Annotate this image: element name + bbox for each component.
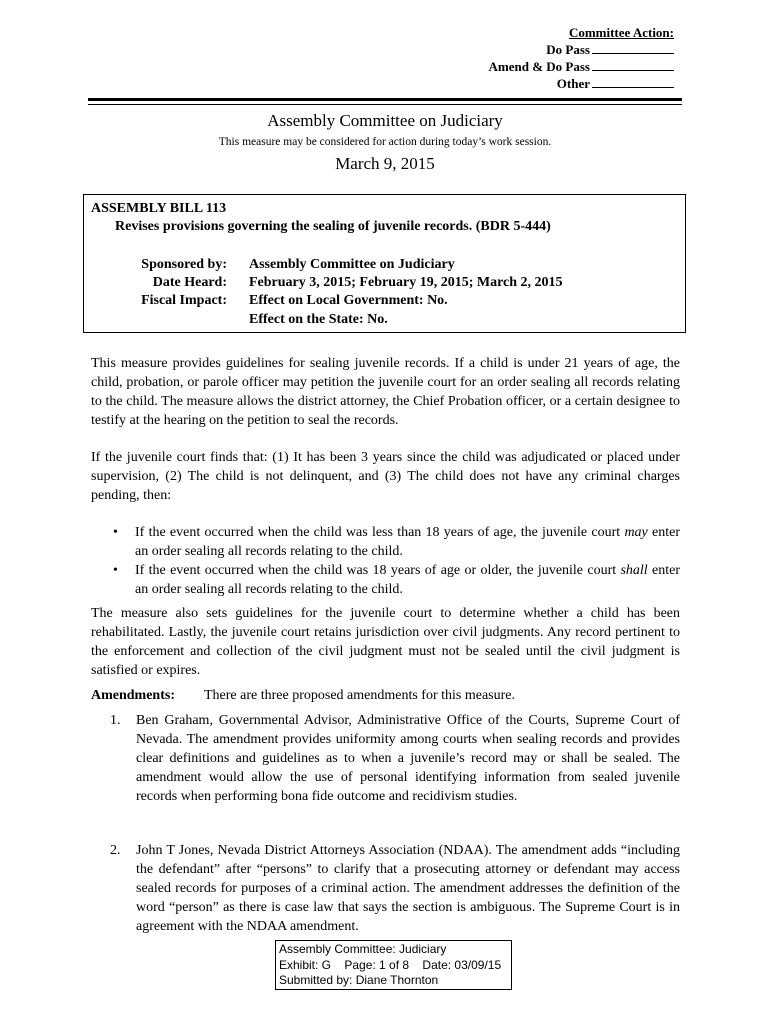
fiscal-label: Fiscal Impact: bbox=[141, 293, 227, 308]
amendments-label: Amendments: bbox=[91, 688, 175, 703]
bill-number: ASSEMBLY BILL 113 bbox=[91, 201, 227, 216]
exhibit-submitter: Submitted by: Diane Thornton bbox=[279, 973, 439, 987]
item-number: 2. bbox=[110, 843, 121, 858]
blank-line bbox=[592, 42, 674, 54]
fiscal-state-value: Effect on the State: No. bbox=[249, 312, 388, 327]
date-heard-value: February 3, 2015; February 19, 2015; March 2, 2015 bbox=[249, 275, 563, 290]
emphasis-may: may bbox=[624, 525, 648, 540]
amendment-item-1 bbox=[110, 711, 680, 806]
sponsored-value: Assembly Committee on Judiciary bbox=[249, 257, 455, 272]
list-item: • If the event occurred when the child was 18 years of age or older, the juvenile court shall enter an order sealing all records relating to the child. bbox=[113, 563, 680, 597]
hearing-date: March 9, 2015 bbox=[335, 154, 435, 173]
emphasis-shall: shall bbox=[620, 563, 648, 578]
option-do-pass: Do Pass bbox=[489, 41, 674, 58]
item-number: 1. bbox=[110, 713, 121, 728]
sponsored-label: Sponsored by: bbox=[141, 257, 227, 272]
bullet-icon: • bbox=[113, 525, 118, 540]
bill-summary-box bbox=[83, 194, 686, 333]
summary-paragraph-1: This measure provides guidelines for sealing juvenile records. If a child is under 21 years of age, the child, probation, or parole officer may petition the juvenile court for an order sealing all records relating to the child. The measure allows the district attorney, the Chief Probation officer, or a certain designee to testify at the hearing on the petition to seal the records. bbox=[91, 356, 680, 428]
exhibit-stamp bbox=[275, 940, 512, 990]
blank-line bbox=[592, 59, 674, 71]
committee-action-block bbox=[489, 24, 674, 92]
date-heard-label: Date Heard: bbox=[152, 275, 227, 290]
exhibit-committee: Assembly Committee: Judiciary bbox=[279, 942, 447, 956]
list-item: • If the event occurred when the child was less than 18 years of age, the juvenile court may enter an order sealing all records relating to the child. bbox=[113, 525, 681, 559]
amendment-text: John T Jones, Nevada District Attorneys Association (NDAA). The amendment adds “including the defendant” after “persons” to clarify that a prosecuting attorney or defendant may access sealed records for purposes of a criminal action. The amendment addresses the definition of the word “person” as there is case law that says the section is ambiguous. The Supreme Court is in agreement with the NDAA amendment. bbox=[136, 843, 680, 934]
summary-paragraph-3: The measure also sets guidelines for the juvenile court to determine whether a child has been rehabilitated. Lastly, the juvenile court retains jurisdiction over civil judgments. Any record pertinent to the enforcement and collection of the civil judgment must not be sealed until the civil judgment is satisfied or expires. bbox=[91, 606, 680, 678]
committee-title: Assembly Committee on Judiciary bbox=[267, 111, 503, 130]
option-other: Other bbox=[489, 75, 674, 92]
amendments-heading bbox=[91, 686, 680, 705]
header-divider-thick bbox=[88, 98, 682, 101]
summary-paragraph-2: If the juvenile court finds that: (1) It has been 3 years since the child was adjudicated or placed under supervision, (2) The child is not delinquent, and (3) The child does not have any criminal charges pending, then: bbox=[91, 450, 680, 503]
blank-line bbox=[592, 76, 674, 88]
amendments-intro: There are three proposed amendments for this measure. bbox=[204, 688, 515, 703]
exhibit-details: Exhibit: G Page: 1 of 8 Date: 03/09/15 bbox=[279, 957, 502, 972]
bill-description: Revises provisions governing the sealing of juvenile records. (BDR 5-444) bbox=[115, 219, 551, 234]
fiscal-local-value: Effect on Local Government: No. bbox=[249, 293, 448, 308]
bullet-icon: • bbox=[113, 563, 118, 578]
option-amend-do-pass: Amend & Do Pass bbox=[489, 58, 674, 75]
amendment-text: Ben Graham, Governmental Advisor, Administrative Office of the Courts, Supreme Court of Nevada. The amendment provides uniformity among courts when sealing records and provides clear definitions and guidelines as to when a juvenile’s record may or shall be sealed. The amendment would allow the use of personal identifying information from sealed juvenile records when performing bona fide outcome and recidivism studies. bbox=[136, 713, 680, 804]
committee-action-title: Committee Action: bbox=[568, 25, 674, 40]
amendment-item-2 bbox=[110, 841, 680, 936]
session-note: This measure may be considered for action during today’s work session. bbox=[218, 136, 552, 148]
bullet-list bbox=[91, 523, 680, 599]
header-divider-thin bbox=[88, 104, 682, 105]
